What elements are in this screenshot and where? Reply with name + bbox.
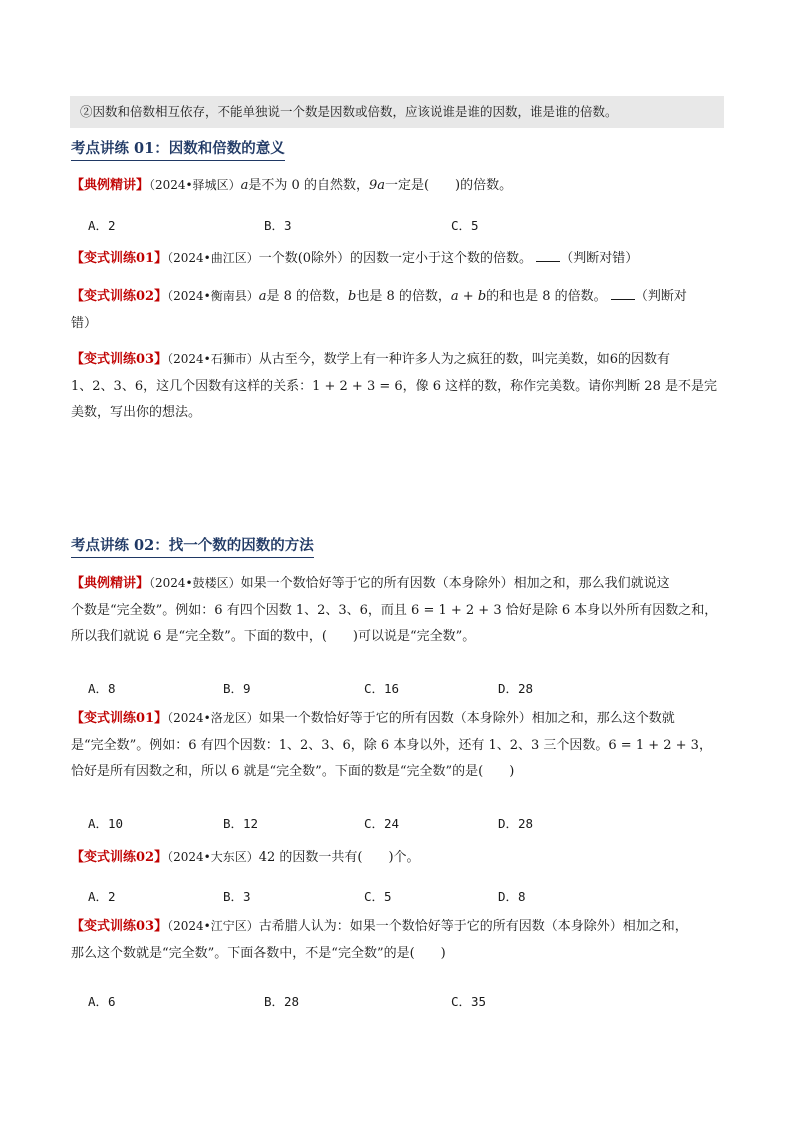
option-a[interactable]: A．2 [88, 218, 116, 233]
note-box [70, 96, 724, 128]
note-text: ②因数和倍数相互依存，不能单独说一个数是因数或倍数，应该说谁是谁的因数，谁是谁的倍数。 [80, 104, 618, 119]
question-text: 是 8 的倍数， [266, 289, 349, 304]
question-source: （2024•石狮市） [167, 352, 259, 366]
options-2-3 [88, 887, 728, 907]
question-source: （2024•鼓楼区） [149, 576, 241, 590]
question-tag: 【变式训练02】 [71, 850, 168, 865]
question-line: 从古至今，数学上有一种许多人为之疯狂的数，叫完美数，如6的因数有 [258, 352, 670, 367]
options-2-1 [88, 679, 728, 699]
option-a[interactable]: A．10 [88, 816, 124, 831]
option-d[interactable]: D．28 [498, 816, 534, 831]
answer-blank[interactable] [536, 249, 560, 262]
option-c[interactable]: C．5 [364, 889, 392, 904]
options-2-2 [88, 814, 728, 834]
question-tag: 【典例精讲】 [71, 178, 150, 193]
options-2-4 [88, 992, 728, 1012]
question-line: 恰好是所有因数之和，所以 6 就是“完全数”。下面的数是“完全数”的是( ) [71, 764, 515, 779]
question-source: （2024•洛龙区） [167, 711, 259, 725]
variable-a: a [258, 289, 267, 304]
question-line: 1、2、3、6，这几个因数有这样的关系：1 + 2 + 3 = 6，像 6 这样的数，称作完美数。请你判断 28 是不是完 [71, 378, 717, 394]
question-text: 也是 8 的倍数， [356, 289, 451, 304]
option-b[interactable]: B．12 [223, 816, 259, 831]
question-tag: 【典例精讲】 [71, 576, 150, 591]
expression: a + b [450, 289, 487, 304]
question-line: 古希腊人认为：如果一个数恰好等于它的所有因数（本身除外）相加之和， [258, 919, 688, 934]
question-source: （2024•江宁区） [167, 919, 259, 933]
question-2-2 [71, 705, 729, 786]
section-title-2: 考点讲练 02：找一个数的因数的方法 [71, 536, 314, 558]
question-source: （2024•衡南县） [167, 289, 259, 303]
question-2-1 [71, 570, 729, 651]
answer-blank[interactable] [611, 287, 635, 300]
question-text: 一定是( )的倍数。 [384, 178, 513, 193]
question-2-4 [71, 913, 729, 967]
judge-tail: （判断对 [634, 289, 687, 304]
question-source: （2024•驿城区） [149, 178, 241, 192]
question-1-4 [71, 346, 729, 427]
question-1-2 [71, 245, 729, 273]
option-a[interactable]: A．6 [88, 994, 116, 1009]
question-1-3 [71, 283, 729, 337]
option-a[interactable]: A．8 [88, 681, 116, 696]
question-line: 如果一个数恰好等于它的所有因数（本身除外）相加之和，那么这个数就 [258, 711, 675, 726]
question-1-1 [71, 172, 729, 200]
option-b[interactable]: B．3 [223, 889, 251, 904]
variable-b: b [348, 289, 357, 304]
question-text: 42 的因数一共有( )个。 [258, 850, 420, 865]
option-d[interactable]: D．8 [498, 889, 526, 904]
option-b[interactable]: B．28 [264, 994, 300, 1009]
question-tag: 【变式训练03】 [71, 919, 168, 934]
option-b[interactable]: B．3 [264, 218, 292, 233]
option-a[interactable]: A．2 [88, 889, 116, 904]
judge-tail: 错） [71, 315, 98, 331]
question-line: 所以我们就说 6 是“完全数”。下面的数中，( )可以说是“完全数”。 [71, 629, 476, 644]
question-source: （2024•大东区） [167, 850, 259, 864]
question-tag: 【变式训练02】 [71, 289, 168, 304]
question-line: 如果一个数恰好等于它的所有因数（本身除外）相加之和，那么我们就说这 [240, 576, 670, 591]
question-tag: 【变式训练03】 [71, 352, 168, 367]
option-c[interactable]: C．24 [364, 816, 400, 831]
question-text: 一个数(0除外）的因数一定小于这个数的倍数。 [258, 251, 533, 266]
expression: 9a [368, 178, 385, 193]
option-c[interactable]: C．16 [364, 681, 400, 696]
question-text: 的和也是 8 的倍数。 [486, 289, 607, 304]
question-text: 是不为 0 的自然数， [248, 178, 369, 193]
option-d[interactable]: D．28 [498, 681, 534, 696]
question-tag: 【变式训练01】 [71, 711, 168, 726]
variable-a: a [240, 178, 249, 193]
question-line: 个数是“完全数”。例如：6 有四个因数 1、2、3、6，而且 6 = 1 + 2 + 3 恰好是除 6 本身以外所有因数之和， [71, 602, 718, 618]
options-1-1 [88, 216, 728, 236]
question-2-3 [71, 844, 729, 872]
judge-tail: （判断对错） [560, 251, 639, 266]
option-c[interactable]: C．5 [451, 218, 479, 233]
question-tag: 【变式训练01】 [71, 251, 168, 266]
option-c[interactable]: C．35 [451, 994, 487, 1009]
question-line: 是“完全数”。例如：6 有四个因数：1、2、3、6，除 6 本身以外，还有 1、2、3 三个因数。6 = 1 + 2 + 3， [71, 737, 712, 753]
question-line: 美数，写出你的想法。 [71, 405, 202, 420]
option-b[interactable]: B．9 [223, 681, 251, 696]
question-line: 那么这个数就是“完全数”。下面各数中，不是“完全数”的是( ) [71, 945, 446, 961]
section-title-1: 考点讲练 01：因数和倍数的意义 [71, 139, 285, 161]
question-source: （2024•曲江区） [167, 251, 259, 265]
